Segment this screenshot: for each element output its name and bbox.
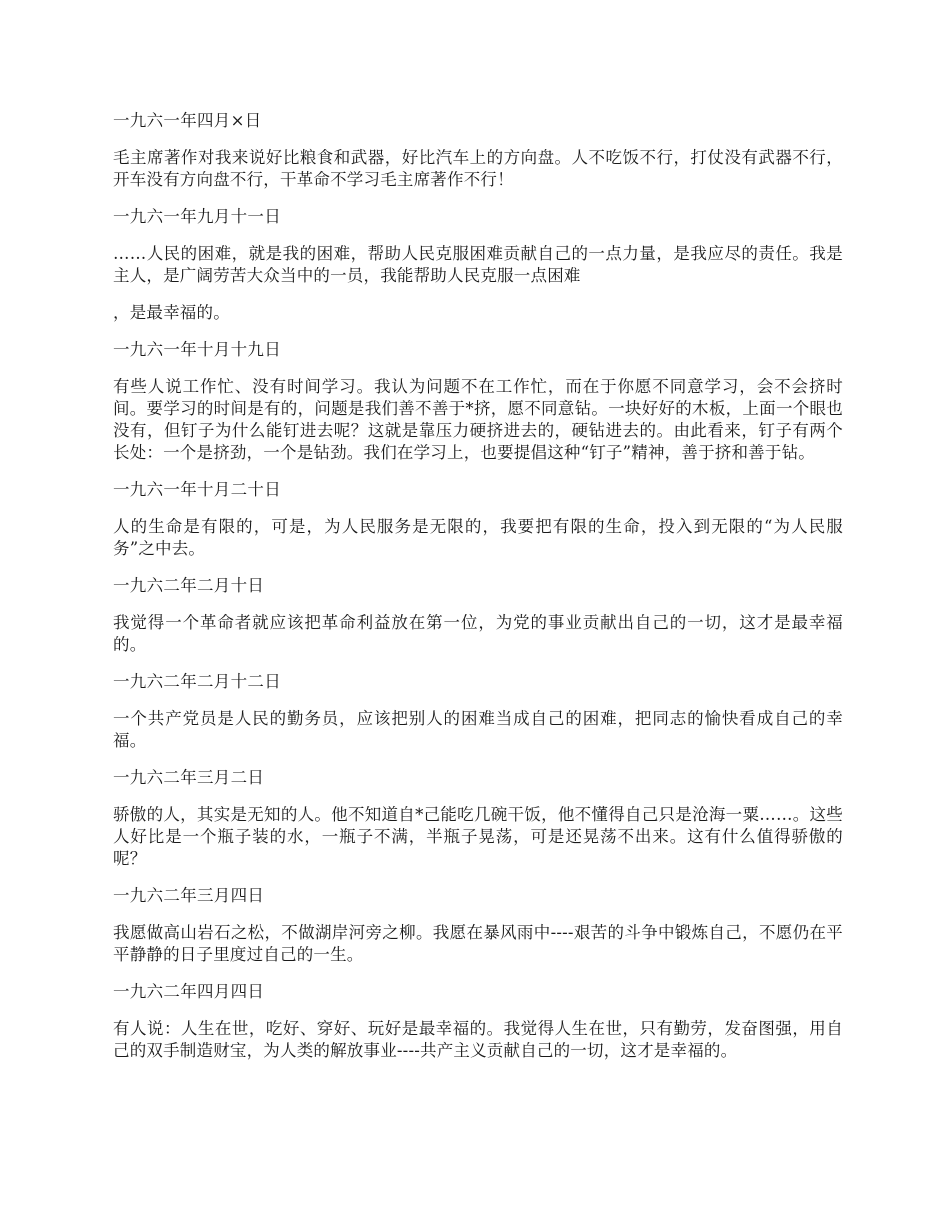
document-page (113, 0, 843, 1077)
entry-paragraph: 人的生命是有限的，可是，为人民服务是无限的，我要把有限的生命，投入到无限的“为人民服务”之中去。 (113, 517, 843, 558)
entry-paragraph: 有些人说工作忙、没有时间学习。我认为问题不在工作忙，而在于你愿不同意学习，会不会挤时间。要学习的时间是有的，问题是我们善不善于*挤，愿不同意钻。一块好好的木板，上面一个眼也没有，但钉子为什么能钉进去呢？这就是靠压力硬挤进去的，硬钻进去的。由此看来，钉子有两个长处：一个是挤劲，一个是钻劲。我们在学习上，也要提倡这种“钉子”精神，善于挤和善于钻。 (113, 377, 843, 462)
entry-date: 一九六一年九月十一日 (113, 207, 281, 226)
entry-paragraph: 一个共产党员是人民的勤务员，应该把别人的困难当成自己的困难，把同志的愉快看成自己的幸福。 (113, 709, 843, 750)
entry-date: 一九六二年二月十二日 (113, 672, 281, 691)
entry-paragraph: 我愿做高山岩石之松，不做湖岸河旁之柳。我愿在暴风雨中----艰苦的斗争中锻炼自己，不愿仍在平平静静的日子里度过自己的一生。 (113, 923, 843, 964)
entry-paragraph: 骄傲的人，其实是无知的人。他不知道自*己能吃几碗干饭，他不懂得自己只是沧海一粟……。这些人好比是一个瓶子装的水，一瓶子不满，半瓶子晃荡，可是还晃荡不出来。这有什么值得骄傲的呢？ (113, 805, 843, 868)
entry-paragraph: ，是最幸福的。 (113, 303, 230, 322)
entry-date: 一九六二年二月十日 (113, 576, 265, 595)
entry-date: 一九六一年十月十九日 (113, 340, 281, 359)
entry-paragraph: 有人说：人生在世，吃好、穿好、玩好是最幸福的。我觉得人生在世，只有勤劳，发奋图强，用自己的双手制造财宝，为人类的解放事业----共产主义贡献自己的一切，这才是幸福的。 (113, 1019, 843, 1060)
entry-date: 一九六一年十月二十日 (113, 480, 281, 499)
entry-date: 一九六二年四月四日 (113, 982, 265, 1001)
entry-date: 一九六一年四月×日 (113, 111, 262, 130)
entry-date: 一九六二年三月二日 (113, 768, 265, 787)
entry-date: 一九六二年三月四日 (113, 886, 265, 905)
entry-paragraph: ……人民的困难，就是我的困难，帮助人民克服困难贡献自己的一点力量，是我应尽的责任。我是主人，是广阔劳苦大众当中的一员，我能帮助人民克服一点困难 (113, 244, 843, 285)
entry-paragraph: 毛主席著作对我来说好比粮食和武器，好比汽车上的方向盘。人不吃饭不行，打仗没有武器不行，开车没有方向盘不行，干革命不学习毛主席著作不行！ (113, 148, 843, 189)
entry-paragraph: 我觉得一个革命者就应该把革命利益放在第一位，为党的事业贡献出自己的一切，这才是最幸福的。 (113, 613, 843, 654)
